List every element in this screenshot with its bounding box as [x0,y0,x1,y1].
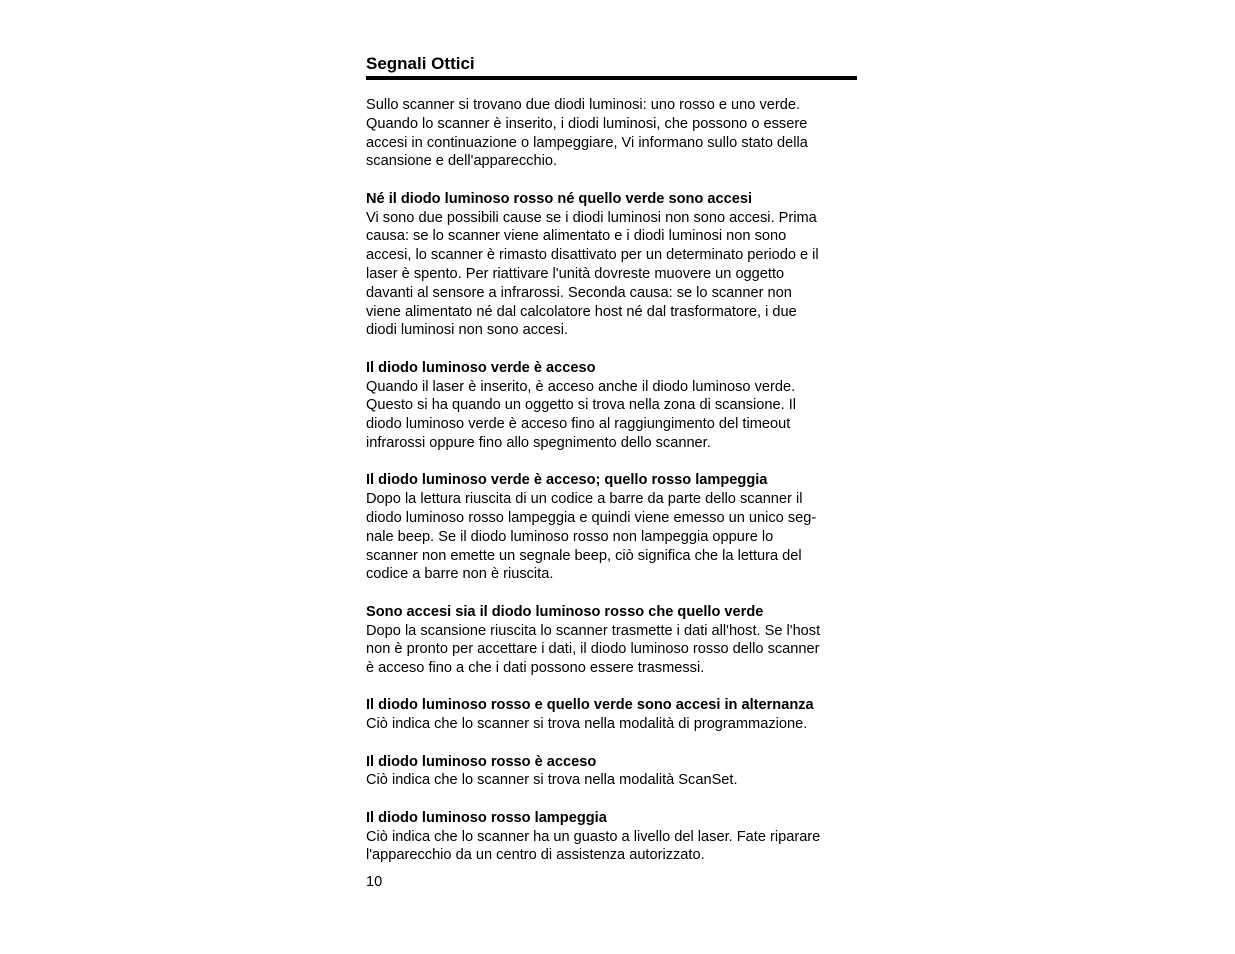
document-page [366,53,858,865]
page-number: 10 [366,874,383,890]
section-body [366,622,858,678]
section-alternating [366,696,858,734]
section-body [366,771,858,790]
intro-line: scansione e dell'apparecchio. [366,153,558,170]
body-line: l'apparecchio da un centro di assistenza autorizzato. [366,847,705,864]
section-red-blink [366,809,858,865]
body-line: Ciò indica che lo scanner si trova nella modalità ScanSet. [366,772,738,789]
section-green-on [366,359,858,453]
body-line: codice a barre non è riuscita. [366,566,554,583]
section-green-on-red-blink [366,471,858,584]
section-body [366,490,858,584]
section-body [366,209,858,341]
section-heading: Il diodo luminoso verde è acceso; quello rosso lampeggia [366,472,768,489]
body-line: diodi luminosi non sono accesi. [366,322,568,339]
intro-line: accesi in continuazione o lampeggiare, Vi informano sullo stato della [366,134,808,151]
section-body [366,715,858,734]
body-line: laser è spento. Per riattivare l'unità dovreste muovere un oggetto [366,265,785,282]
body-line: Ciò indica che lo scanner si trova nella modalità di programmazione. [366,716,808,733]
body-line: viene alimentato né dal calcolatore host né dal trasformatore, i due [366,303,797,320]
body-line: nale beep. Se il diodo luminoso rosso non lampeggia oppure lo [366,528,774,545]
body-line: non è pronto per accettare i dati, il diodo luminoso rosso dello scanner [366,641,820,658]
body-line: causa: se lo scanner viene alimentato e i diodi luminosi non sono [366,228,787,245]
body-line: Dopo la scansione riuscita lo scanner trasmette i dati all'host. Se l'host [366,622,821,639]
section-heading: Il diodo luminoso rosso è acceso [366,753,597,770]
body-line: è acceso fino a che i dati possono essere trasmessi. [366,660,705,677]
section-heading: Sono accesi sia il diodo luminoso rosso che quello verde [366,603,764,620]
title-underline-rule [366,76,857,80]
page-title: Segnali Ottici [366,54,475,73]
body-line: Dopo la lettura riuscita di un codice a barre da parte dello scanner il [366,491,803,508]
section-body [366,828,858,866]
body-line: Quando il laser è inserito, è acceso anche il diodo luminoso verde. [366,378,796,395]
section-heading: Il diodo luminoso verde è acceso [366,359,596,376]
section-heading: Né il diodo luminoso rosso né quello verde sono accesi [366,190,753,207]
section-no-leds [366,190,858,340]
intro-paragraph [366,96,858,171]
body-line: Vi sono due possibili cause se i diodi luminosi non sono accesi. Prima [366,209,817,226]
section-body [366,378,858,453]
intro-line: Sullo scanner si trovano due diodi luminosi: uno rosso e uno verde. [366,97,801,113]
section-red-on [366,753,858,791]
body-line: infrarossi oppure fino allo spegnimento dello scanner. [366,434,711,451]
section-heading: Il diodo luminoso rosso e quello verde sono accesi in alternanza [366,697,814,714]
body-line: Questo si ha quando un oggetto si trova nella zona di scansione. Il [366,397,796,414]
body-line: accesi, lo scanner è rimasto disattivato per un determinato periodo e il [366,247,819,264]
body-line: diodo luminoso verde è acceso fino al raggiungimento del timeout [366,416,791,433]
section-both-on [366,603,858,678]
body-line: Ciò indica che lo scanner ha un guasto a livello del laser. Fate riparare [366,828,821,845]
body-line: diodo luminoso rosso lampeggia e quindi viene emesso un unico seg- [366,509,817,526]
body-line: scanner non emette un segnale beep, ciò significa che la lettura del [366,547,802,564]
intro-line: Quando lo scanner è inserito, i diodi luminosi, che possono o essere [366,115,808,132]
section-heading: Il diodo luminoso rosso lampeggia [366,809,607,826]
body-line: davanti al sensore a infrarossi. Seconda causa: se lo scanner non [366,284,792,301]
